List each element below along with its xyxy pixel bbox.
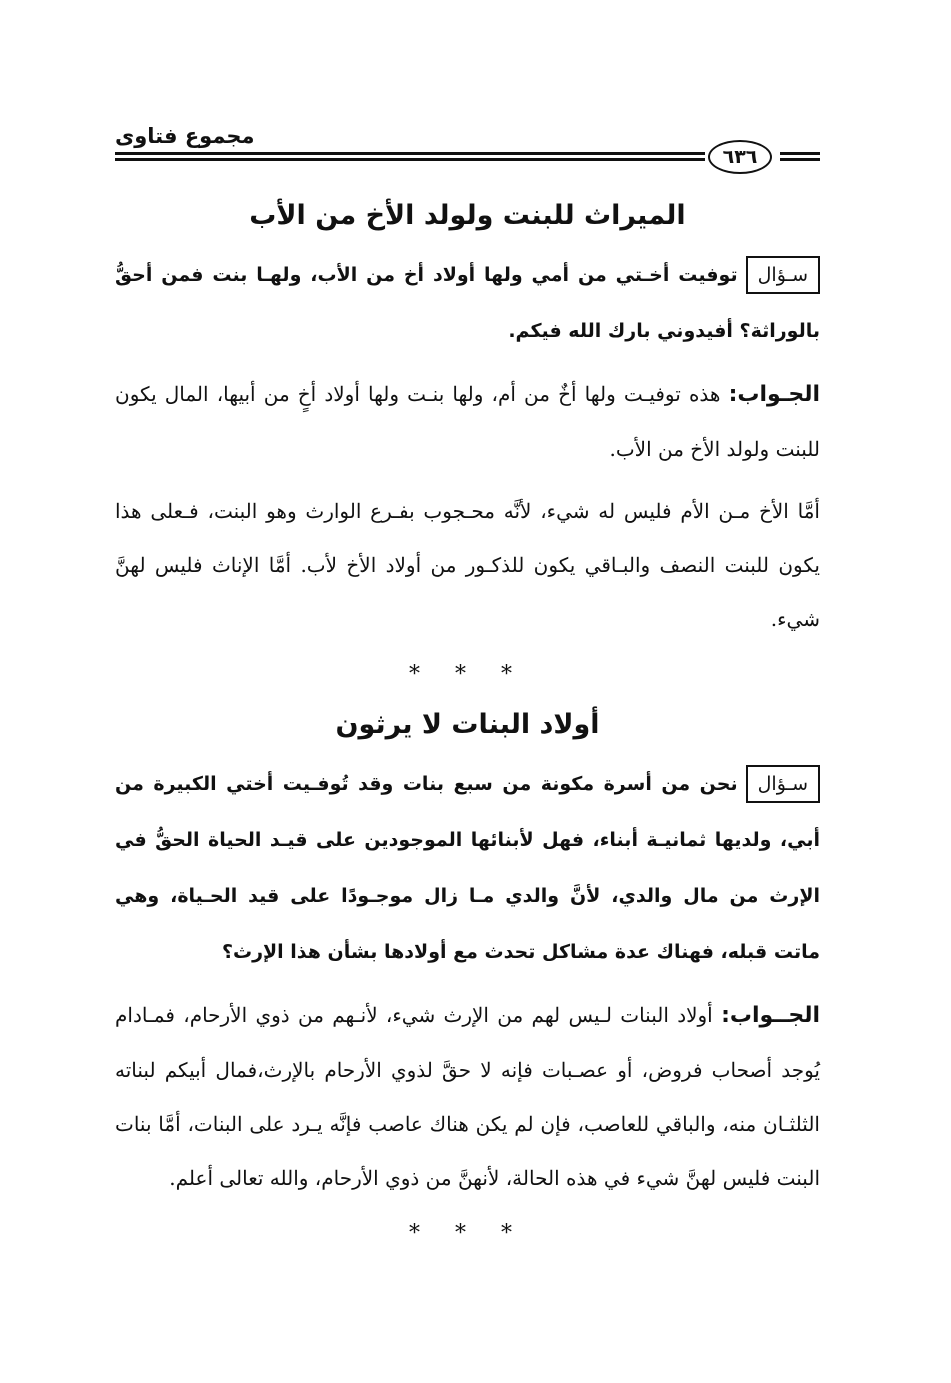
answer-label: الجـواب: — [728, 382, 821, 407]
section-title: الميراث للبنت ولولد الأخ من الأب — [249, 200, 686, 231]
answer-text: أولاد البنات لـيس لهم من الإرث شيء، لأنـهم من ذوي الأرحام، فمـادام يُوجد أصحاب فروض، أو عصـبات فإنه لا حقَّ لذوي الأرحام بالإرث،فمال أبيكم لبناته الثلثـان منه، والباقي للعاصب، فإن لم يكن هناك عاصب فإنَّه يـرد على البنات، أمَّا بنات البنت فليس لهنَّ شيء في هذه الحالة، لأنهنَّ من ذوي الأرحام، والله تعالى أعلم. — [115, 1003, 820, 1190]
answer-text: هذه توفيـت ولها أخٌ من أم، ولها بنـت ولها أولاد أخٍ من أبيها، المال يكون للبنت ولولد الأخ من الأب. — [115, 382, 820, 461]
question-label: سـؤال — [746, 765, 820, 803]
answer-label: الجــواب: — [721, 1003, 820, 1028]
page — [115, 118, 820, 1254]
page-header — [115, 118, 820, 178]
answer — [115, 367, 820, 476]
header-rule — [780, 158, 820, 161]
section-separator: * * * — [409, 662, 526, 687]
header-rule — [115, 158, 705, 161]
question — [115, 247, 820, 359]
header-rule — [115, 152, 705, 155]
answer-paragraph: أمَّا الأخ مـن الأم فليس له شيء، لأنَّه محـجوب بفـرع الوارث وهو البنت، فـعلى هذا يكون للبنت النصف والبـاقي يكون للذكـور من أولاد الأخ لأب. أمَّا الإناث فليس لهنَّ شيء. — [115, 499, 820, 631]
header-rule — [780, 152, 820, 155]
section-title: أولاد البنات لا يرثون — [335, 709, 600, 740]
answer — [115, 988, 820, 1205]
question-text: توفيت أخـتي من أمي ولها أولاد أخ من الأب، ولهـا بنت فمن أحقُّ بالوراثة؟ أفيدوني بارك الله فيكم. — [115, 264, 820, 342]
question-text: نحن من أسرة مكونة من سبع بنات وقد تُوفـيت أختي الكبيرة من أبي، ولديها ثمانيـة أبناء، فهل لأبنائها الموجودين على قيـد الحياة الحقُّ في الإرث من مال والدي، لأنَّ والدي مـا زال موجـودًا على قيد الحـياة، وهي ماتت قبله، فهناك عدة مشاكل تحدث مع أولادها بشأن هذا الإرث؟ — [115, 773, 820, 963]
question — [115, 756, 820, 980]
book-title: مجموع فتاوى — [115, 124, 255, 148]
page-number: ٦٣٦ — [708, 140, 772, 174]
question-label: سـؤال — [746, 256, 820, 294]
section-separator: * * * — [409, 1221, 526, 1246]
